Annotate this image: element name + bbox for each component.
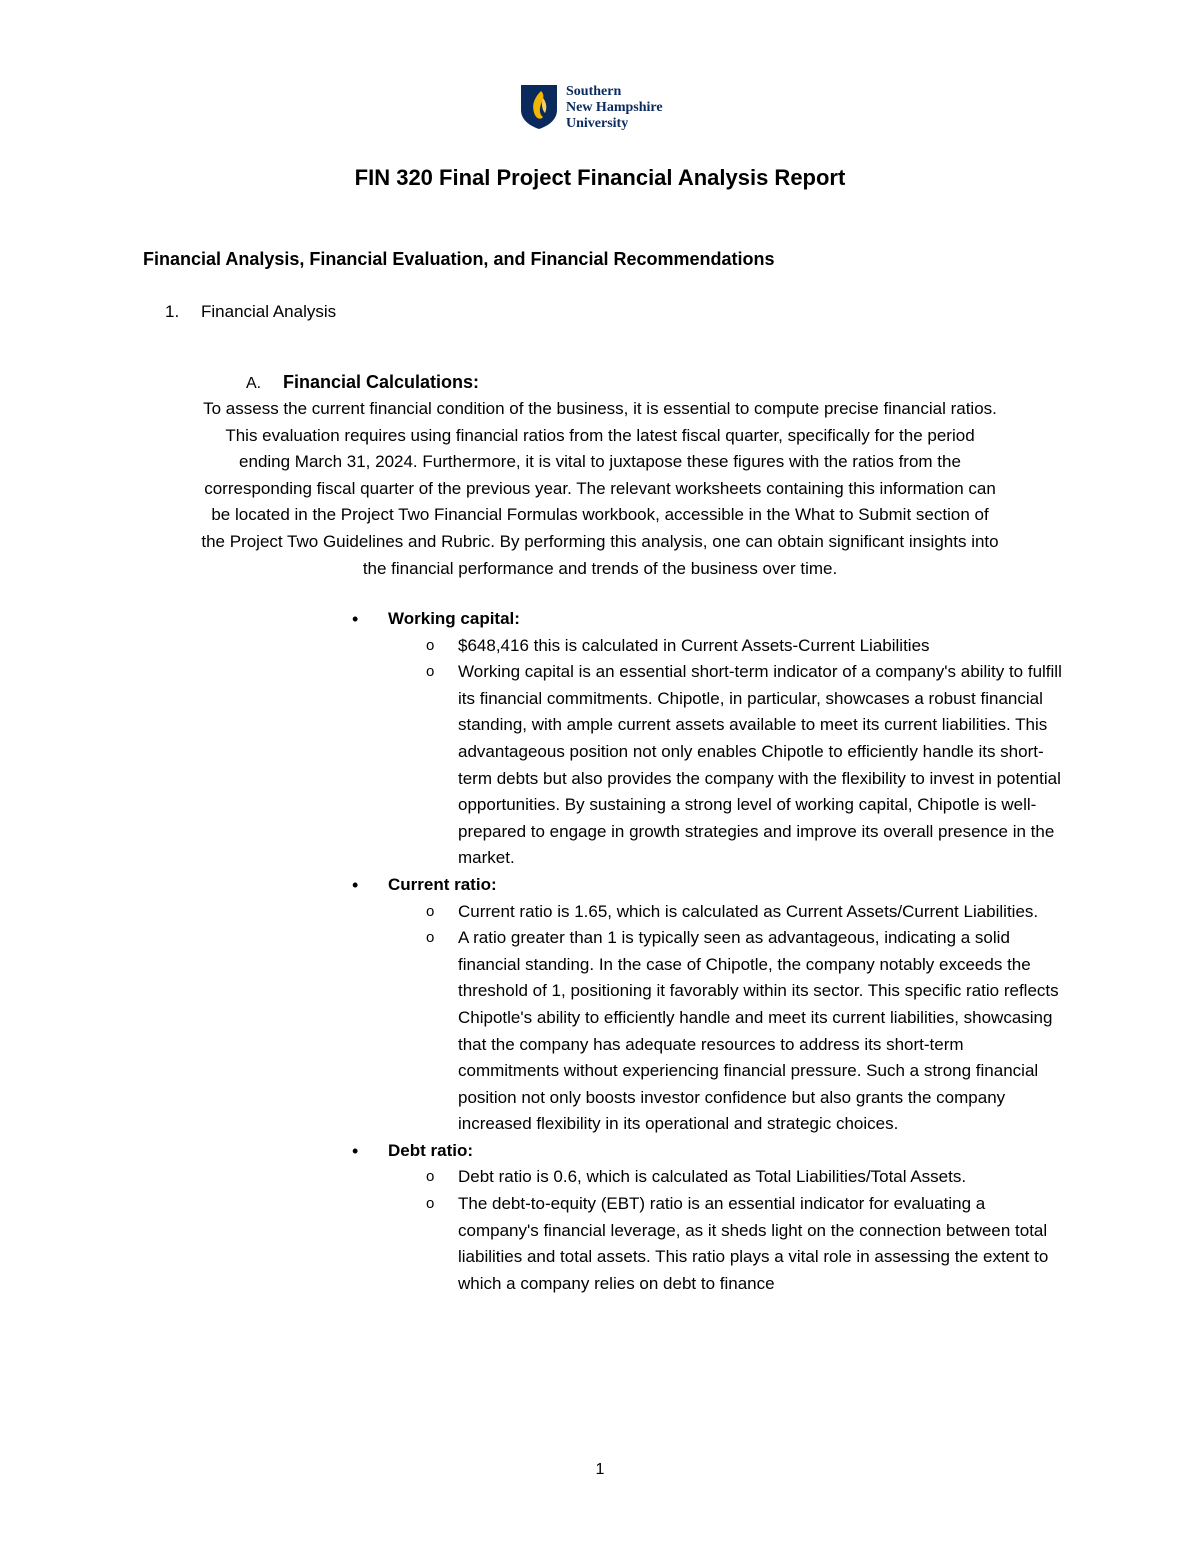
logo-line-2: New Hampshire (566, 100, 663, 115)
logo-wordmark (566, 84, 663, 132)
logo-line-1: Southern (566, 84, 622, 99)
sub-bullet-list (388, 633, 1072, 872)
bullet-working-capital (352, 606, 1072, 872)
list-number: 1. (165, 302, 180, 321)
sub-bullet-list (388, 1164, 1072, 1297)
page-number: 1 (595, 1461, 605, 1478)
section-heading: Financial Analysis, Financial Evaluation, and Financial Recommendations (143, 249, 775, 269)
document-title: FIN 320 Final Project Financial Analysis Report (354, 165, 846, 190)
sub-bullet-list (388, 899, 1072, 1138)
shield-flame-icon (520, 84, 558, 130)
subsection-heading (246, 369, 479, 397)
sub-bullet: o A ratio greater than 1 is typically seen as advantageous, indicating a solid financial standing. In the case of Chipotle, the company notably exceeds the threshold of 1, positioning it favorably within its sector. This specific ratio reflects Chipotle's ability to efficiently handle and meet its current liabilities, showcasing that the company has adequate resources to address its short-term commitments without experiencing financial pressure. Such a strong financial position not only boosts investor confidence but also grants the company increased flexibility in its operational and strategic choices. (388, 925, 1062, 1138)
sub-bullet: o Current ratio is 1.65, which is calculated as Current Assets/Current Liabilities. (388, 899, 1062, 926)
logo-line-3: University (566, 116, 629, 131)
bullet-current-ratio (352, 872, 1072, 1138)
bullet-title: Debt ratio: (388, 1140, 473, 1160)
sub-bullet: o The debt-to-equity (EBT) ratio is an essential indicator for evaluating a company's financial leverage, as it sheds light on the connection between total liabilities and total assets. This ratio plays a vital role in assessing the extent to which a company relies on debt to finance (388, 1191, 1062, 1297)
bullet-title: Current ratio: (388, 874, 497, 894)
numbered-list-item (165, 299, 336, 325)
subsection-letter: A. (246, 375, 262, 392)
subsection-label: Financial Calculations: (283, 372, 480, 392)
bullet-debt-ratio (352, 1138, 1072, 1298)
sub-bullet: o Working capital is an essential short-term indicator of a company's ability to fulfill its financial commitments. Chipotle, in particular, showcases a robust financial standing, with ample current assets available to meet its current liabilities. This advantageous position not only enables Chipotle to efficiently handle its short-term debts but also provides the company with the flexibility to invest in potential opportunities. By sustaining a strong level of working capital, Chipotle is well-prepared to engage in growth strategies and improve its overall presence in the market. (388, 659, 1062, 872)
bullet-title: Working capital: (388, 609, 520, 628)
sub-bullet: o $648,416 this is calculated in Current Assets-Current Liabilities (388, 633, 1062, 660)
sub-bullet: o Debt ratio is 0.6, which is calculated as Total Liabilities/Total Assets. (388, 1164, 1062, 1191)
ratio-bullet-list (352, 606, 1072, 1297)
intro-paragraph: To assess the current financial condition of the business, it is essential to compute precise financial ratios. This evaluation requires using financial ratios from the latest fiscal quarter, specifically for the period ending March 31, 2024. Furthermore, it is vital to juxtapose these figures with the ratios from the corresponding fiscal quarter of the previous year. The relevant worksheets containing this information can be located in the Project Two Financial Formulas workbook, accessible in the What to Submit section of the Project Two Guidelines and Rubric. By performing this analysis, one can obtain significant insights into the financial performance and trends of the business over time. (201, 399, 999, 578)
list-item-label: Financial Analysis (201, 302, 337, 321)
university-logo (520, 84, 690, 134)
